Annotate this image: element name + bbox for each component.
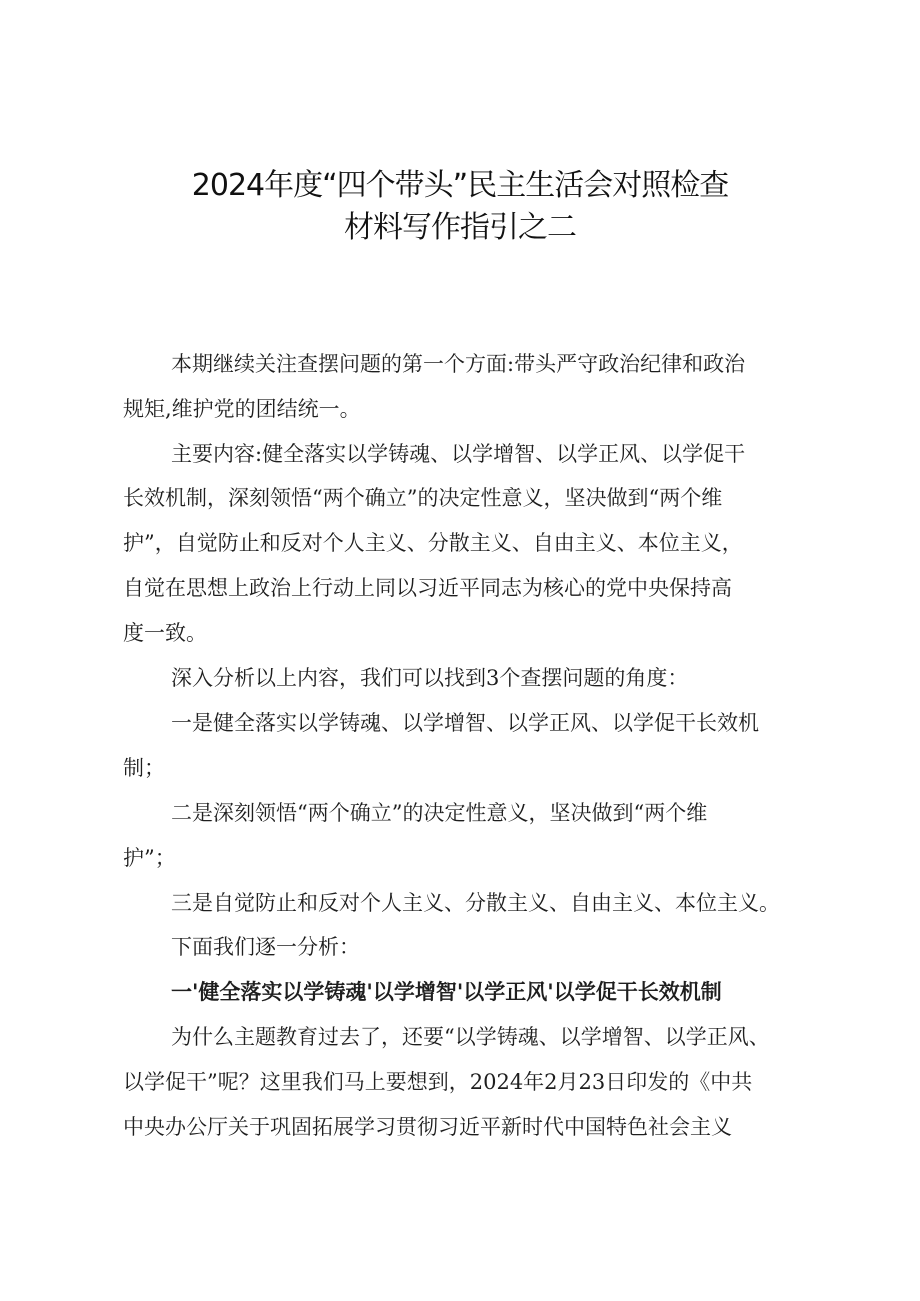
angle-two-line-1: 二是深刻领悟“两个确立”的决定性意义，坚决做到“两个维 — [171, 801, 708, 825]
angle-one-line-2: 制； — [123, 756, 165, 780]
document-title-line-1: 2024年度“四个带头”民主生活会对照检查 — [191, 168, 729, 203]
paragraph-content-line-3: 护”，自觉防止和反对个人主义、分散主义、自由主义、本位主义， — [123, 531, 743, 555]
angle-three: 三是自觉防止和反对个人主义、分散主义、自由主义、本位主义。 — [171, 891, 780, 915]
paragraph-content-line-2: 长效机制，深刻领悟“两个确立”的决定性意义，坚决做到“两个维 — [123, 486, 723, 510]
paragraph-why-line-2: 以学促干”呢？这里我们马上要想到，2024年2月23日印发的《中共 — [123, 1070, 753, 1094]
paragraph-content-line-1: 主要内容:健全落实以学铸魂、以学增智、以学正风、以学促干 — [171, 442, 746, 466]
paragraph-content-line-5: 度一致。 — [123, 621, 207, 645]
paragraph-analysis: 深入分析以上内容，我们可以找到3个查摆问题的角度： — [171, 666, 689, 690]
paragraph-transition: 下面我们逐一分析： — [171, 935, 360, 959]
document-title-line-2: 材料写作指引之二 — [344, 210, 576, 245]
paragraph-why-line-3: 中央办公厅关于巩固拓展学习贯彻习近平新时代中国特色社会主义 — [123, 1115, 732, 1139]
paragraph-intro-line-2: 规矩,维护党的团结统一。 — [123, 397, 361, 421]
paragraph-why-line-1: 为什么主题教育过去了，还要“以学铸魂、以学增智、以学正风、 — [171, 1025, 770, 1049]
paragraph-intro-line-1: 本期继续关注查摆问题的第一个方面:带头严守政治纪律和政治 — [171, 352, 746, 376]
angle-two-line-2: 护”； — [123, 846, 176, 870]
paragraph-content-line-4: 自觉在思想上政治上行动上同以习近平同志为核心的党中央保持高 — [123, 576, 732, 600]
angle-one-line-1: 一是健全落实以学铸魂、以学增智、以学正风、以学促干长效机 — [171, 711, 759, 735]
section-heading-one: 一'健全落实以学铸魂'以学增智'以学正风'以学促干长效机制 — [171, 980, 722, 1004]
